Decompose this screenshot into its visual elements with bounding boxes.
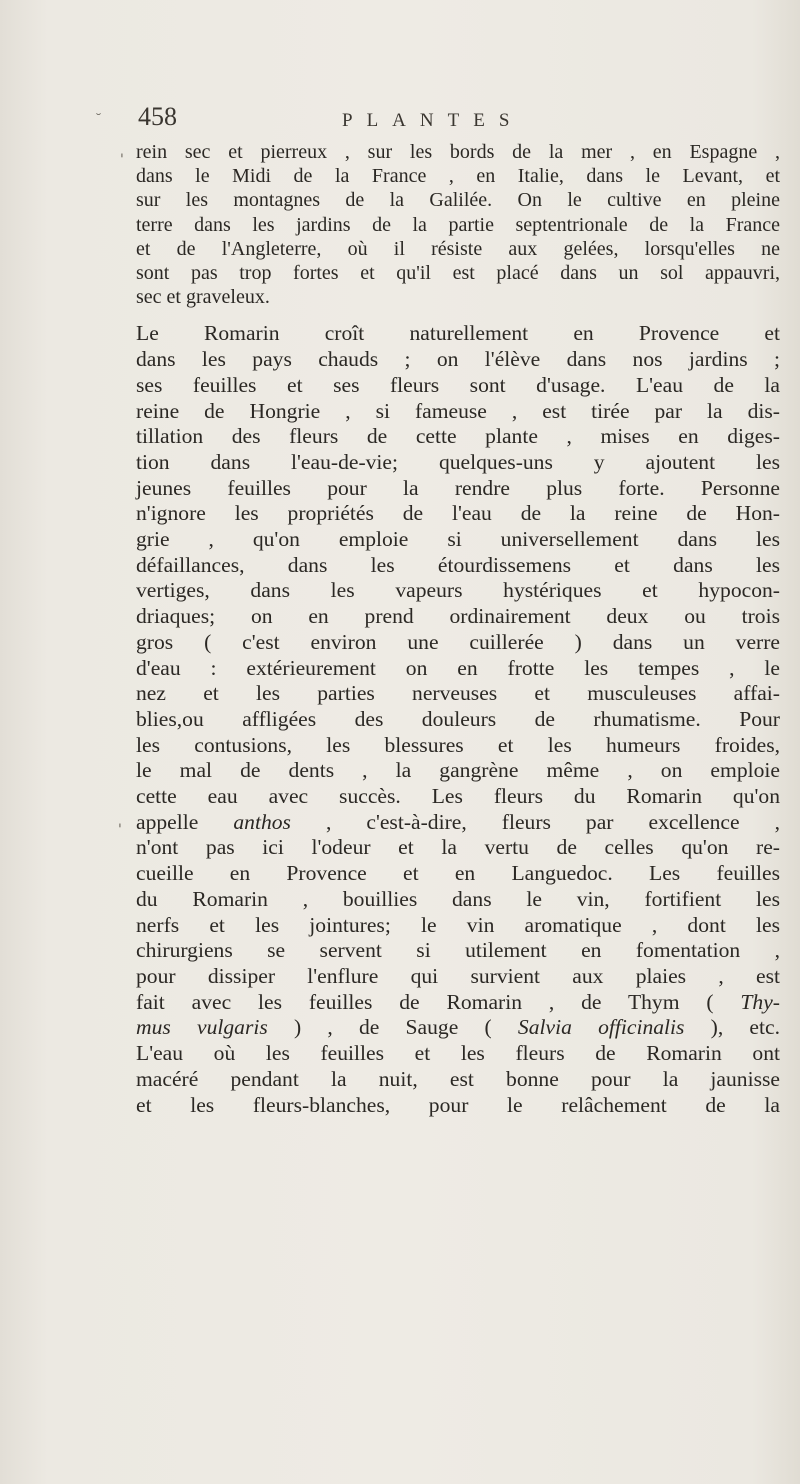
text-line: rein sec et pierreux , sur les bords de la mer , en Espagne , [136,141,780,163]
text-line: n'ignore les propriétés de l'eau de la reine de Hon- [136,501,780,526]
text-line: chirurgiens se servent si utilement en fomentation , [136,938,780,963]
italic-term: anthos [233,809,291,834]
text-line: et de l'Angleterre, où il résiste aux gelées, lorsqu'elles ne [136,237,780,260]
text-line: cueille en Provence et en Languedoc. Les feuilles [136,861,780,886]
text-line: défaillances, dans les étourdissemens et dans les [136,552,780,577]
text-line: pour dissiper l'enflure qui survient aux plaies , est [136,964,780,988]
text-run: fait avec les feuilles de Romarin , de Thym ( [136,989,741,1014]
margin-speck: ' [118,822,122,838]
text-run: ), etc. [684,1015,781,1040]
margin-speck: ' [120,152,124,168]
text-line: cette eau avec succès. Les fleurs du Romarin qu'on [136,784,780,809]
text-line: tion dans l'eau-de-vie; quelques-uns y ajoutent les [136,449,780,474]
paragraph-2 [136,321,780,1118]
running-head: PLANTES [342,110,524,131]
text-line: gros ( c'est environ une cuillerée ) dans un verre [136,629,780,654]
text-run: ) , de Sauge ( [267,1015,518,1040]
text-line: terre dans les jardins de la partie septentrionale de la France [136,213,780,236]
text-line: le mal de dents , la gangrène même , on emploie [136,758,780,783]
text-line [136,990,780,1016]
text-run: , c'est-à-dire, fleurs par excellence , [290,809,780,834]
text-line: n'ont pas ici l'odeur et la vertu de celles qu'on re- [136,835,780,860]
page-number: 458 [138,102,177,131]
margin-speck: ˘ [95,112,102,128]
text-line: L'eau où les feuilles et les fleurs de Romarin ont [136,1041,780,1066]
text-line: Le Romarin croît naturellement en Provence et [136,321,780,346]
text-line [136,1015,780,1041]
text-line: tillation des fleurs de cette plante , mises en diges- [136,424,780,449]
text-line: d'eau : extérieurement on en frotte les tempes , le [136,655,780,680]
paragraph-1 [136,140,780,309]
body-text [136,140,780,1118]
text-line: macéré pendant la nuit, est bonne pour la jaunisse [136,1066,780,1091]
text-line: jeunes feuilles pour la rendre plus forte. Personne [136,475,780,500]
text-line [136,810,780,836]
text-line: nez et les parties nerveuses et musculeuses affai- [136,681,780,706]
text-line: du Romarin , bouillies dans le vin, fortifient les [136,886,780,911]
text-run: appelle [136,809,234,834]
text-line: dans les pays chauds ; on l'élève dans nos jardins ; [136,347,780,372]
text-line: blies,ou affligées des douleurs de rhumatisme. Pour [136,706,780,731]
text-line: vertiges, dans les vapeurs hystériques et hypocon- [136,578,780,603]
text-line: ses feuilles et ses fleurs sont d'usage. L'eau de la [136,372,780,397]
text-line: les contusions, les blessures et les humeurs froides, [136,732,780,757]
text-line: reine de Hongrie , si fameuse , est tirée par la dis- [136,398,780,423]
text-line: driaques; on en prend ordinairement deux ou trois [136,604,780,629]
text-line: dans le Midi de la France , en Italie, dans le Levant, et [136,165,780,188]
text-line: grie , qu'on emploie si universellement dans les [136,527,780,552]
text-line: sont pas trop fortes et qu'il est placé dans un sol appauvri, [136,262,780,285]
text-line: sec et graveleux. [136,286,270,309]
italic-term: mus vulgaris [136,1015,268,1040]
text-line: et les fleurs-blanches, pour le relâchement de la [136,1092,780,1117]
italic-term: Thy- [740,989,780,1014]
italic-term: Salvia officinalis [517,1015,685,1040]
text-line: sur les montagnes de la Galilée. On le cultive en pleine [136,189,780,212]
page-header [138,102,778,136]
text-line: nerfs et les jointures; le vin aromatique , dont les [136,912,780,937]
